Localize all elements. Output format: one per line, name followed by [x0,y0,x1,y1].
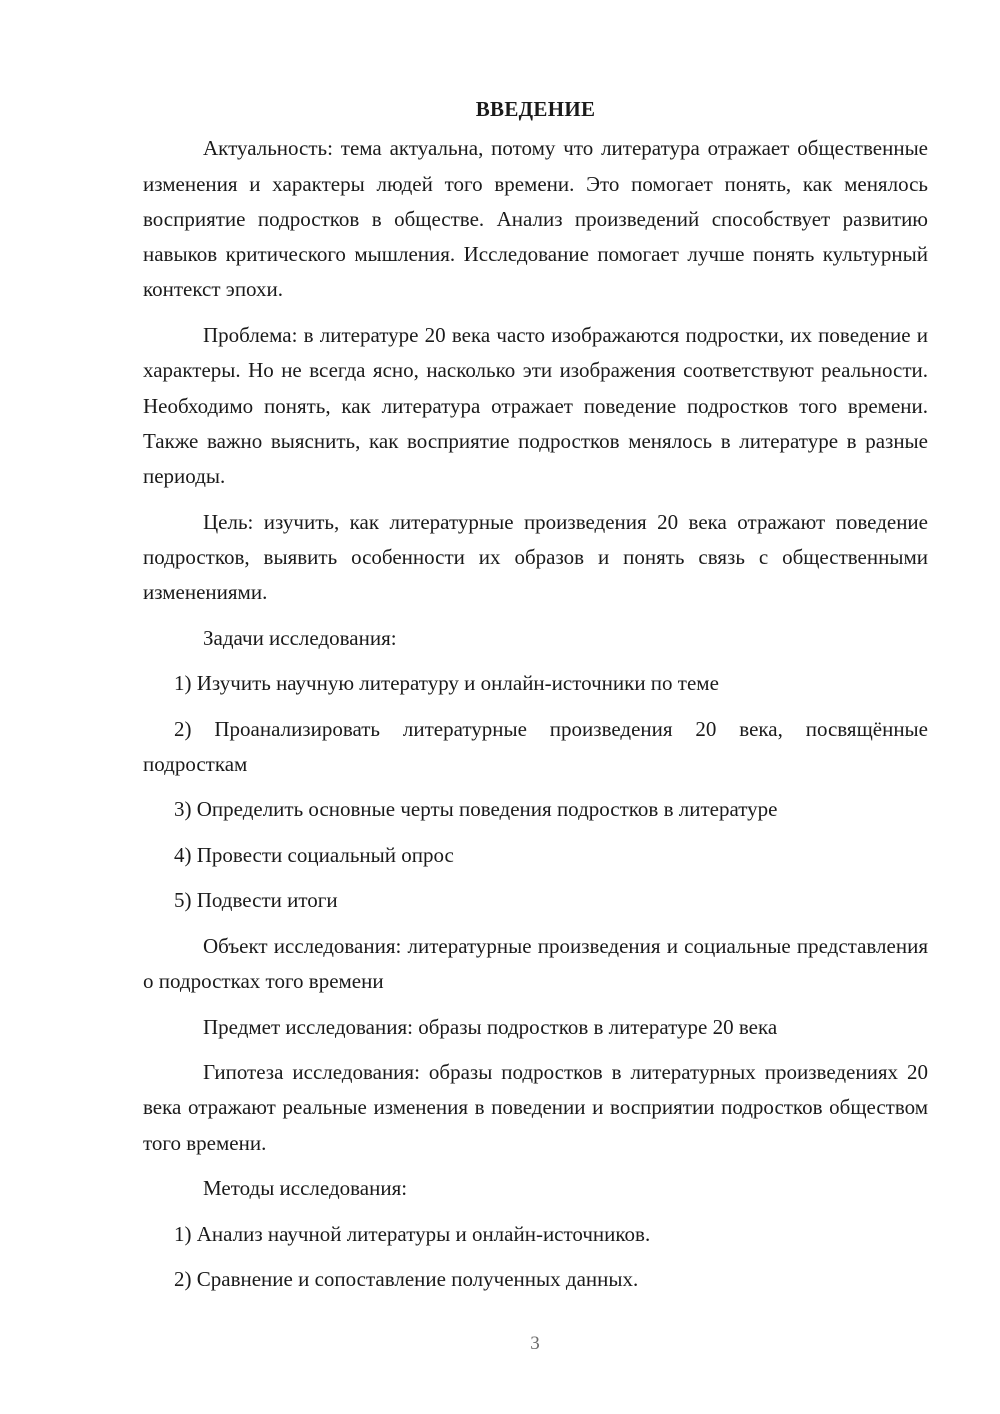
task-item-1: 1) Изучить научную литературу и онлайн-источники по теме [174,671,719,696]
tasks-heading: Задачи исследования: [203,625,397,650]
method-item-2: 2) Сравнение и сопоставление полученных данных. [174,1267,639,1292]
subject-paragraph: Предмет исследования: образы подростков в литературе 20 века [203,1014,778,1039]
section-title: ВВЕДЕНИЕ [475,97,596,121]
method-item-1: 1) Анализ научной литературы и онлайн-источников. [174,1221,651,1246]
task-item-5: 5) Подвести итоги [174,888,338,913]
relevance-paragraph: Актуальность: тема актуальна, потому что литература отражает общественные изменения и характеры людей того времени. Это помогает понять, как менялось восприятие подростков в обществе. Анализ произведений способствует развитию навыков критического мышления. Исследование помогает лучше понять культурный контекст эпохи. [143,136,928,302]
methods-heading: Методы исследования: [203,1176,408,1201]
goal-paragraph: Цель: изучить, как литературные произведения 20 века отражают поведение подростков, выявить особенности их образов и понять связь с общественными изменениями. [143,509,928,605]
task-item-2: 2) Проанализировать литературные произведения 20 века, посвящённые подросткам [143,716,928,776]
page-number: 3 [530,1333,540,1354]
hypothesis-paragraph: Гипотеза исследования: образы подростков в литературных произведениях 20 века отражают реальные изменения в поведении и восприятии подростков обществом того времени. [143,1060,928,1155]
object-paragraph: Объект исследования: литературные произведения и социальные представления о подростках того времени [143,933,928,994]
problem-paragraph: Проблема: в литературе 20 века часто изображаются подростки, их поведение и характеры. Но не всегда ясно, насколько эти изображения соответствуют реальности. Необходимо понять, как литература отражает поведение подростков того времени. Также важно выяснить, как восприятие подростков менялось в литературе в разные периоды. [143,322,928,489]
page-content [143,92,928,1308]
task-item-3: 3) Определить основные черты поведения подростков в литературе [174,797,778,822]
task-item-4: 4) Провести социальный опрос [174,842,454,867]
